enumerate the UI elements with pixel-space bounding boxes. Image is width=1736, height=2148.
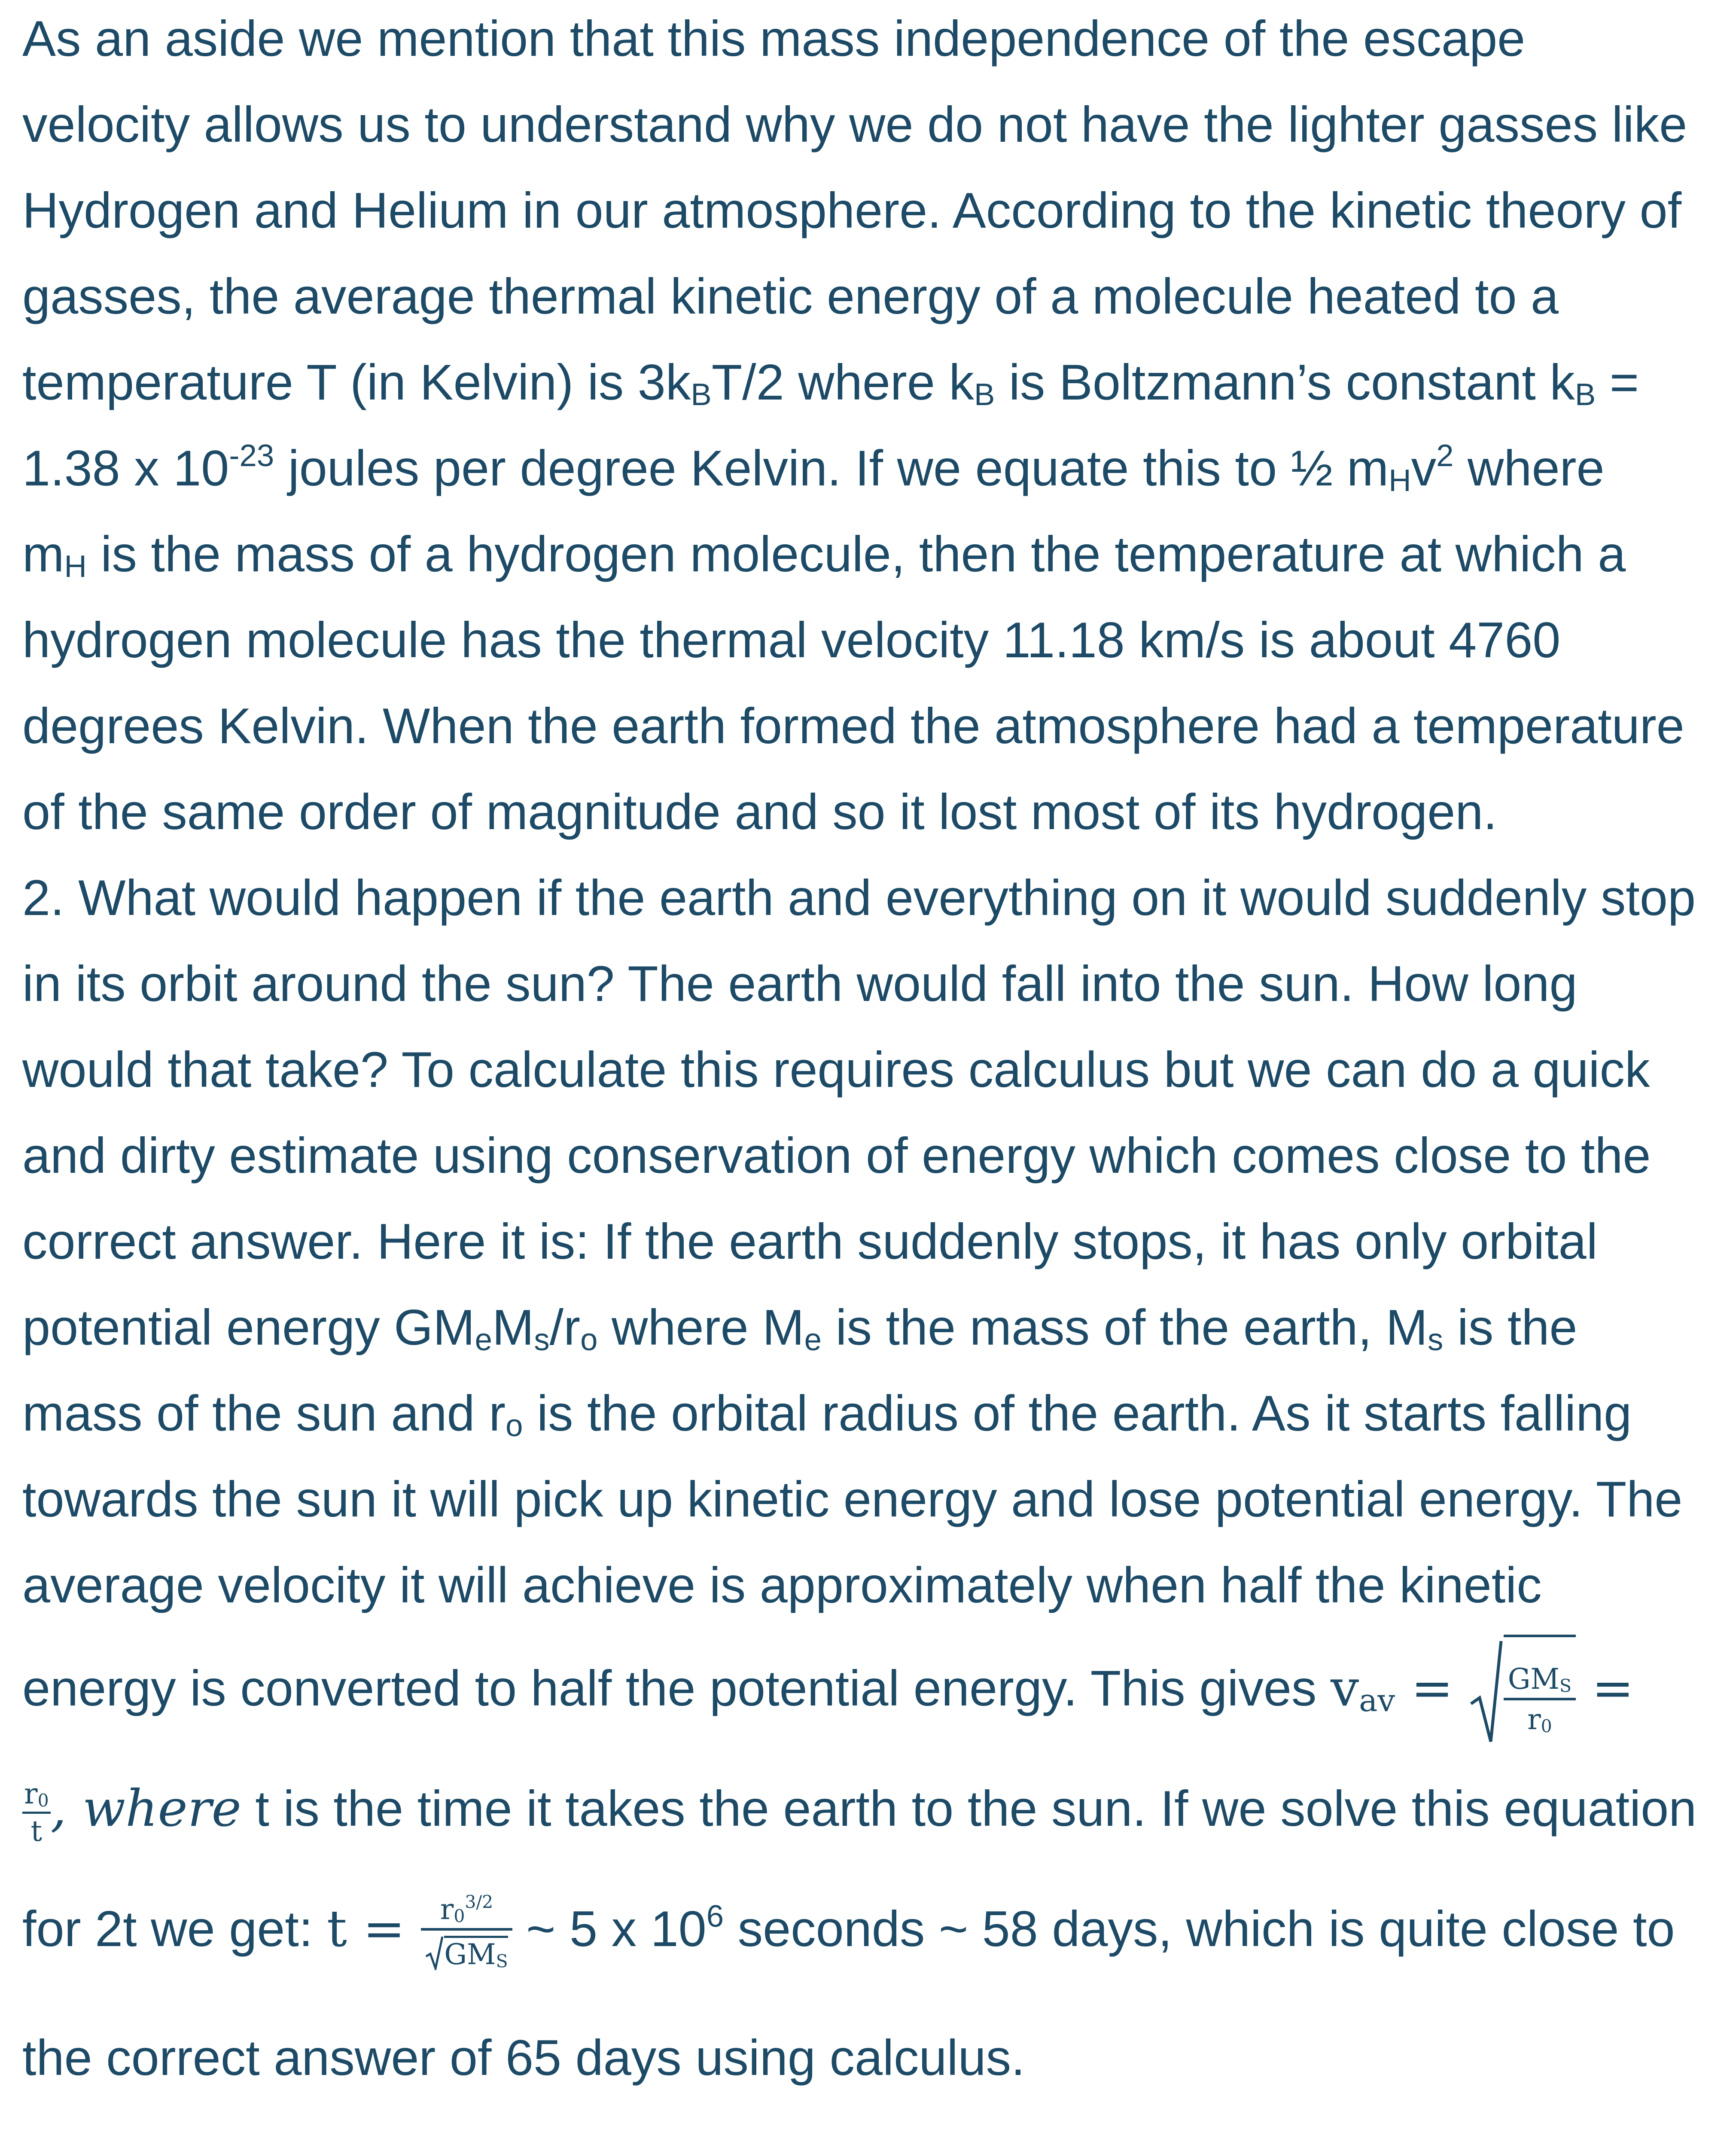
v-av-symbol — [1331, 1659, 1395, 1718]
text: is the mass of a hydrogen molecule, then the temperature at which a — [86, 526, 1626, 582]
subscript: H — [64, 549, 87, 584]
text-line-15: correct answer. Here it is: If the earth suddenly stops, it has only orbital — [22, 1213, 1598, 1269]
text: t is the time it takes the earth to the sun. If we solve this equation — [241, 1780, 1697, 1837]
subscript: S — [496, 1951, 508, 1972]
text: r — [1527, 1703, 1541, 1736]
subscript: s — [1428, 1322, 1444, 1358]
text-line-14: and dirty estimate using conservation of energy which comes close to the — [22, 1127, 1651, 1184]
subscript: H — [1389, 463, 1411, 498]
fraction-numerator — [1504, 1662, 1576, 1700]
text-line-3: Hydrogen and Helium in our atmosphere. According to the kinetic theory of — [22, 182, 1682, 238]
text-line-9: degrees Kelvin. When the earth formed the atmosphere had a temperature — [22, 698, 1684, 754]
text-line-16 — [22, 1297, 1577, 1358]
fraction — [421, 1892, 512, 1972]
text: GM — [444, 1938, 496, 1971]
subscript: 0 — [37, 1790, 49, 1811]
subscript: e — [475, 1322, 492, 1358]
text: where — [1453, 440, 1605, 496]
comma: , — [50, 1779, 82, 1838]
text: seconds ~ 58 days, which is quite close to — [724, 1901, 1675, 1957]
text: temperature T (in Kelvin) is 3k — [22, 354, 691, 410]
radical-sign-icon — [1469, 1639, 1504, 1747]
text-line-22 — [22, 1864, 1675, 1993]
subscript: o — [506, 1408, 523, 1443]
text: is the orbital radius of the earth. As it starts falling — [523, 1385, 1632, 1441]
subscript: S — [1559, 1675, 1572, 1696]
text-line-19: average velocity it will achieve is approximately when half the kinetic — [22, 1557, 1542, 1613]
subscript: 0 — [454, 1906, 465, 1927]
text-line-13: would that take? To calculate this requires calculus but we can do a quick — [22, 1041, 1650, 1098]
text-line-2: velocity allows us to understand why we do not have the lighter gasses like — [22, 96, 1687, 153]
text: is the mass of the earth, M — [821, 1299, 1428, 1355]
text: is Boltzmann’s constant k — [995, 354, 1575, 410]
v-symbol: v — [1330, 1659, 1359, 1718]
radicand — [1504, 1635, 1576, 1751]
text: r — [24, 1777, 38, 1810]
equals-sign: = — [347, 1899, 421, 1958]
text-line-6 — [22, 438, 1605, 498]
subscript: s — [534, 1322, 550, 1358]
text-line-8: hydrogen molecule has the thermal velocity 11.18 km/s is about 4760 — [22, 612, 1561, 668]
fraction-numerator — [421, 1892, 512, 1931]
fraction — [22, 1777, 51, 1848]
superscript: -23 — [229, 438, 274, 473]
superscript: 6 — [706, 1899, 724, 1934]
text: 1.38 x 10 — [22, 440, 229, 496]
fraction-denominator — [1504, 1700, 1576, 1737]
text: ~ 5 x 10 — [512, 1901, 707, 1957]
subscript: o — [580, 1322, 598, 1358]
text: potential energy GM — [22, 1299, 475, 1355]
text: mass of the sun and r — [22, 1385, 506, 1441]
fraction — [1504, 1662, 1576, 1737]
text-line-5 — [22, 352, 1639, 412]
fraction-denominator: t — [30, 1814, 43, 1848]
text-line-18: towards the sun it will pick up kinetic energy and lose potential energy. The — [22, 1471, 1683, 1527]
text: GM — [1508, 1662, 1560, 1696]
equals-sign: = — [1395, 1659, 1469, 1718]
square-root — [1469, 1633, 1576, 1751]
superscript: 2 — [1436, 438, 1454, 473]
subscript: av — [1359, 1683, 1395, 1719]
radicand — [444, 1936, 508, 1971]
text: energy is converted to half the potential energy. This gives — [22, 1660, 1331, 1716]
subscript: e — [804, 1322, 822, 1358]
text-line-1: As an aside we mention that this mass independence of the escape — [22, 10, 1526, 67]
subscript: B — [1575, 377, 1596, 412]
fraction-denominator — [421, 1931, 512, 1970]
text-line-12: in its orbit around the sun? The earth would fall into the sun. How long — [22, 955, 1578, 1012]
text: = — [1596, 354, 1639, 410]
text: T/2 where k — [711, 354, 974, 410]
text-line-20 — [22, 1632, 1634, 1744]
text: m — [22, 526, 64, 582]
text: r — [440, 1893, 454, 1926]
text-line-7 — [22, 524, 1626, 584]
text: /r — [549, 1299, 581, 1355]
text: for 2t we get: — [22, 1901, 327, 1957]
subscript: 0 — [1541, 1716, 1552, 1737]
text-line-4: gasses, the average thermal kinetic energy of a molecule heated to a — [22, 268, 1559, 324]
text-line-10: of the same order of magnitude and so it lost most of its hydrogen. — [22, 784, 1497, 840]
subscript: B — [974, 377, 995, 412]
text-line-11: 2. What would happen if the earth and everything on it would suddenly stop — [22, 870, 1696, 926]
text: is the — [1443, 1299, 1578, 1355]
equals-sign: = — [1576, 1659, 1634, 1718]
t-symbol: t — [326, 1899, 347, 1958]
text: M — [492, 1299, 534, 1355]
radical-sign-icon — [425, 1936, 444, 1970]
text: joules per degree Kelvin. If we equate this to ½ m — [274, 440, 1389, 496]
text: where M — [597, 1299, 804, 1355]
text-line-21 — [22, 1761, 1696, 1856]
text: v — [1411, 440, 1437, 496]
text-line-23: the correct answer of 65 days using calculus. — [22, 2029, 1025, 2086]
subscript: B — [691, 377, 712, 412]
text-line-17 — [22, 1383, 1632, 1443]
superscript: 3/2 — [465, 1892, 493, 1913]
where-italic: where — [82, 1779, 241, 1838]
fraction-numerator — [22, 1777, 51, 1814]
